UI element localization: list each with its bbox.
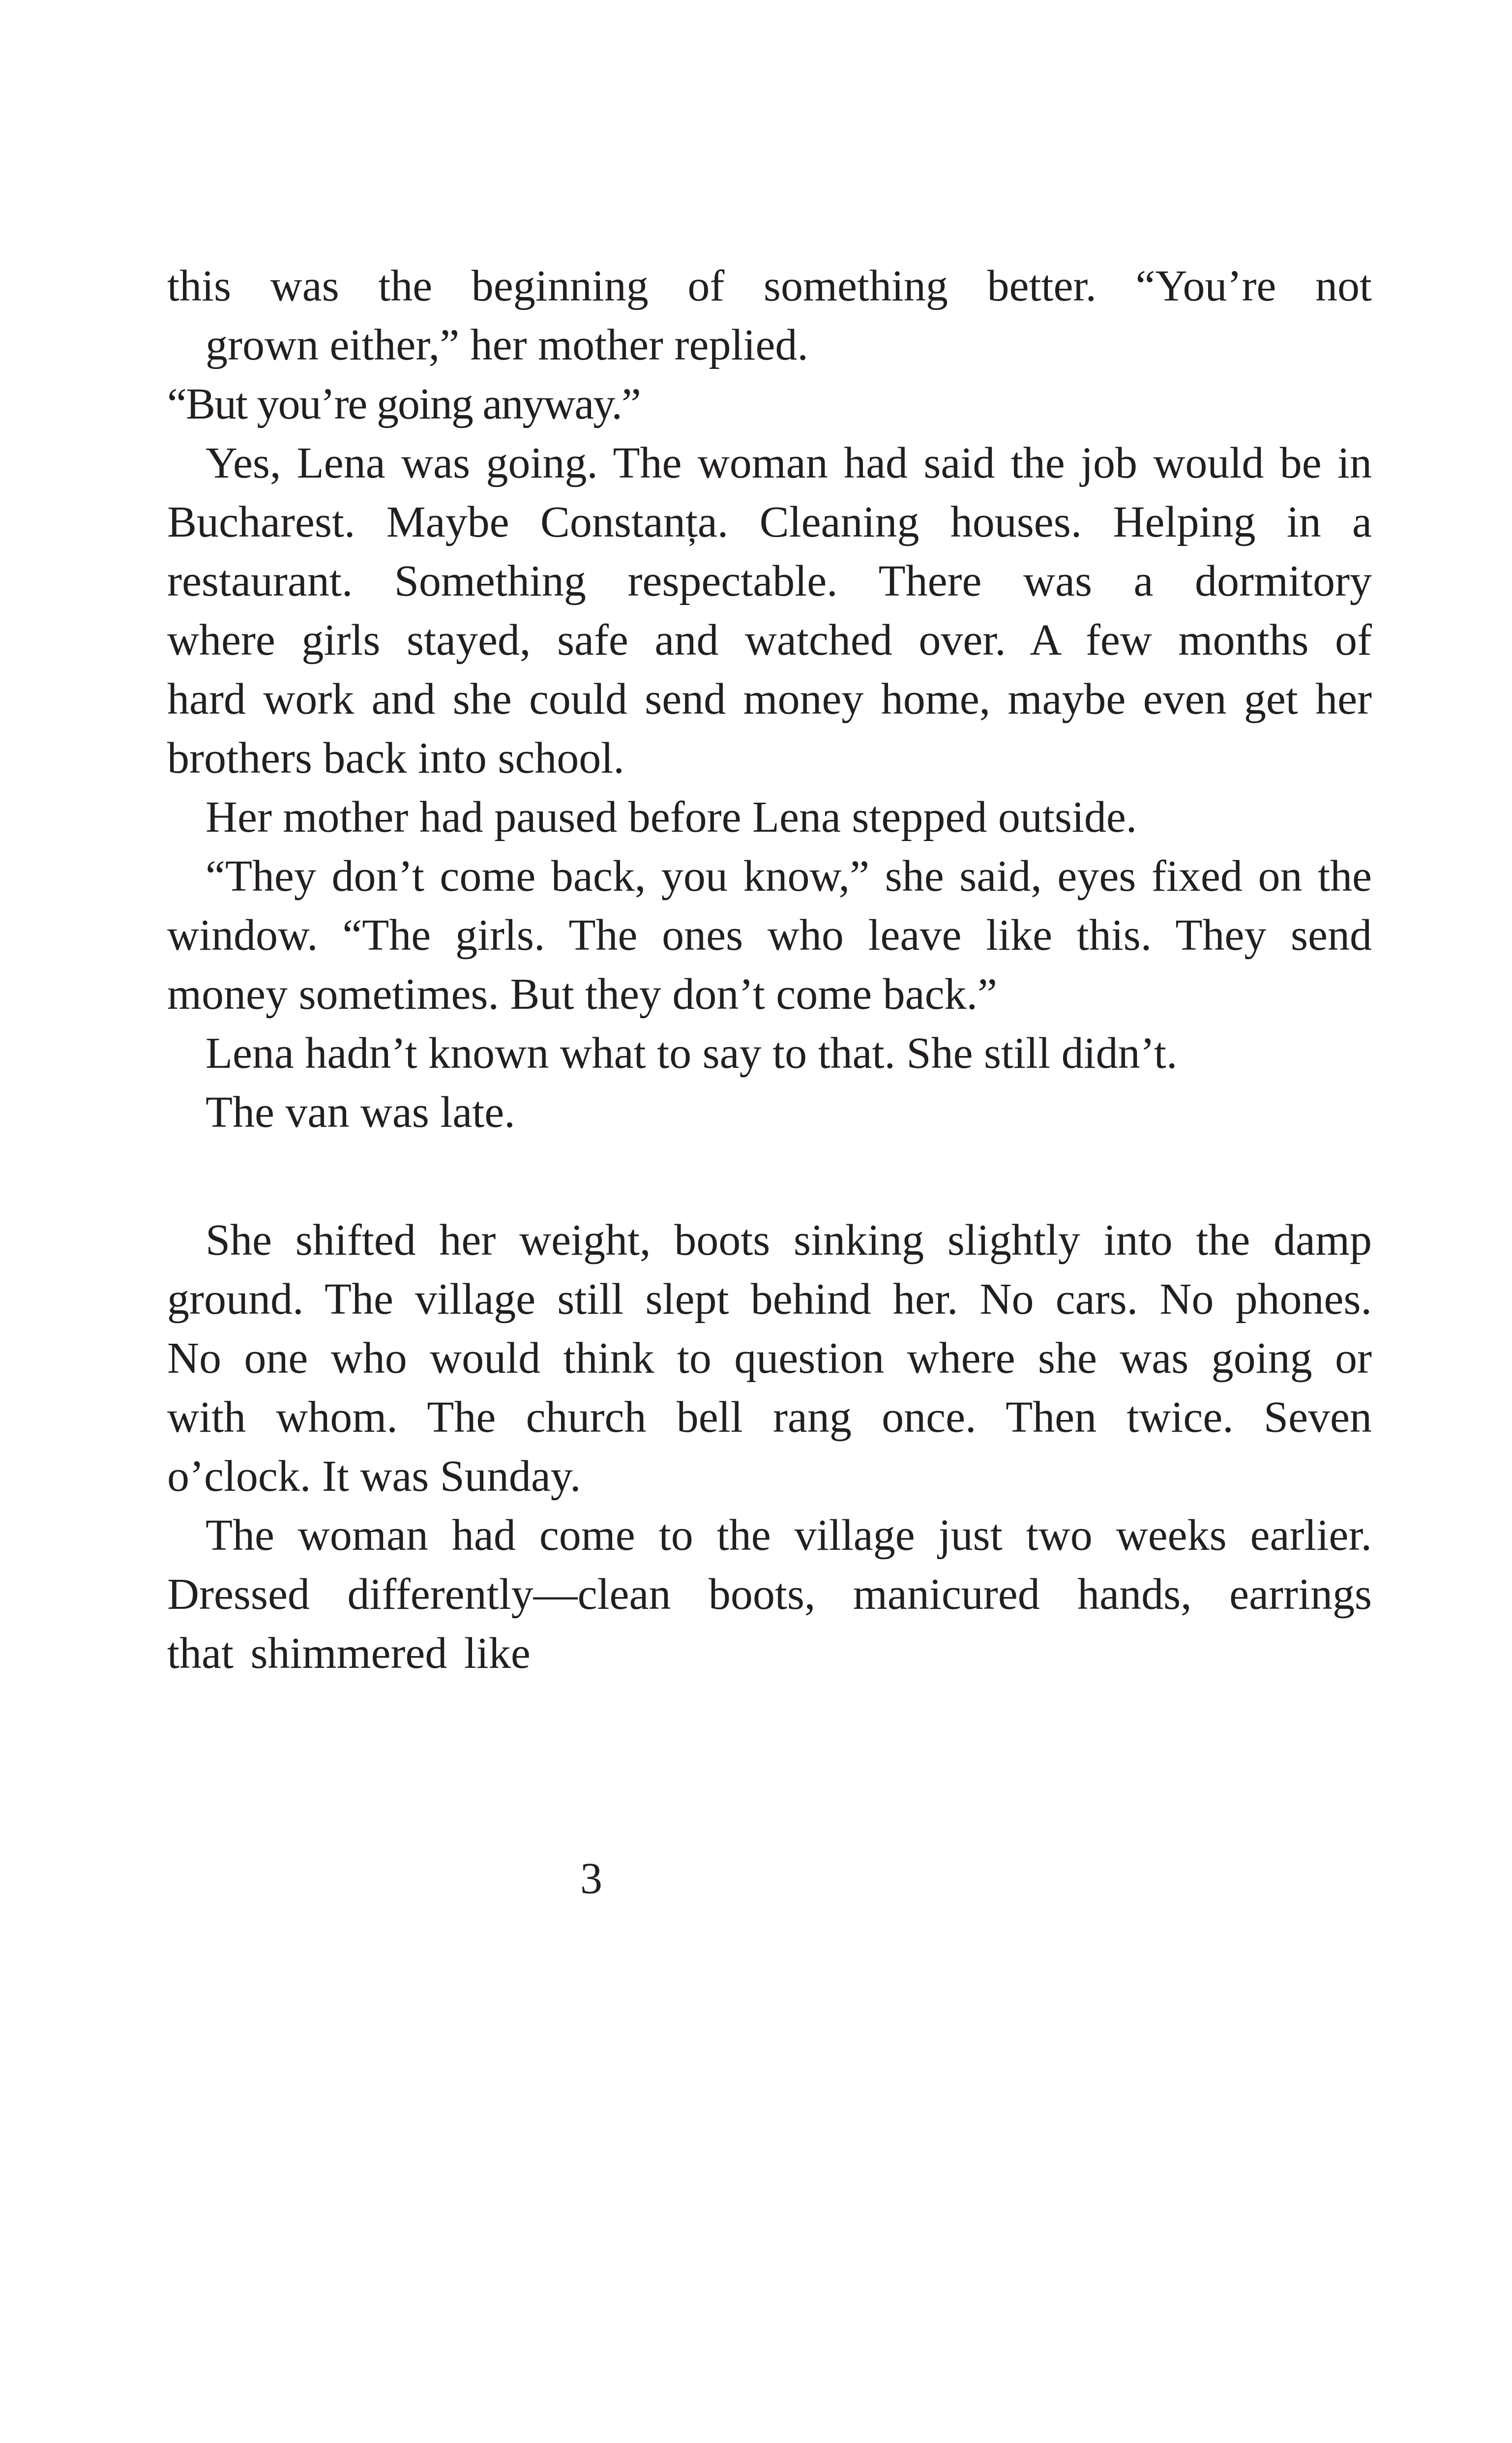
text-line: ground. The village still slept behind her. No cars. No phones. — [167, 1275, 1372, 1324]
text-line: Yes, Lena was going. The woman had said the job would be in — [206, 439, 1372, 487]
text-line: The van was late. — [206, 1088, 515, 1137]
text-line: Lena hadn’t known what to say to that. She still didn’t. — [206, 1029, 1178, 1078]
text-line: No one who would think to question where she was going or — [167, 1334, 1372, 1383]
page-number: 3 — [580, 1854, 602, 1903]
text-line: that shimmered like — [167, 1629, 531, 1678]
text-line: this was the beginning of something better. “You’re not — [167, 262, 1372, 310]
text-line: where girls stayed, safe and watched over. A few months of — [167, 616, 1372, 664]
text-line: hard work and she could send money home, maybe even get her — [167, 675, 1372, 724]
text-line: money sometimes. But they don’t come back.” — [167, 970, 997, 1019]
text-line: “They don’t come back, you know,” she said, eyes fixed on the — [206, 852, 1372, 901]
text-section-1 — [167, 257, 1372, 1142]
text-line: The woman had come to the village just two weeks earlier. — [206, 1511, 1372, 1560]
text-line: She shifted her weight, boots sinking slightly into the damp — [206, 1216, 1372, 1265]
text-line: with whom. The church bell rang once. Then twice. Seven — [167, 1393, 1372, 1442]
text-line: brothers back into school. — [167, 734, 624, 783]
text-line: grown either,” her mother replied. — [206, 321, 808, 369]
text-line: o’clock. It was Sunday. — [167, 1452, 581, 1501]
text-line: Her mother had paused before Lena stepped outside. — [206, 793, 1137, 842]
text-line: Bucharest. Maybe Constanța. Cleaning houses. Helping in a — [167, 498, 1372, 546]
text-line: restaurant. Something respectable. There was a dormitory — [167, 557, 1372, 605]
text-line: window. “The girls. The ones who leave like this. They send — [167, 911, 1372, 960]
text-line: “But you’re going anyway.” — [167, 380, 640, 428]
text-section-2 — [167, 1211, 1372, 1683]
text-line: Dressed differently—clean boots, manicured hands, earrings — [167, 1570, 1372, 1619]
